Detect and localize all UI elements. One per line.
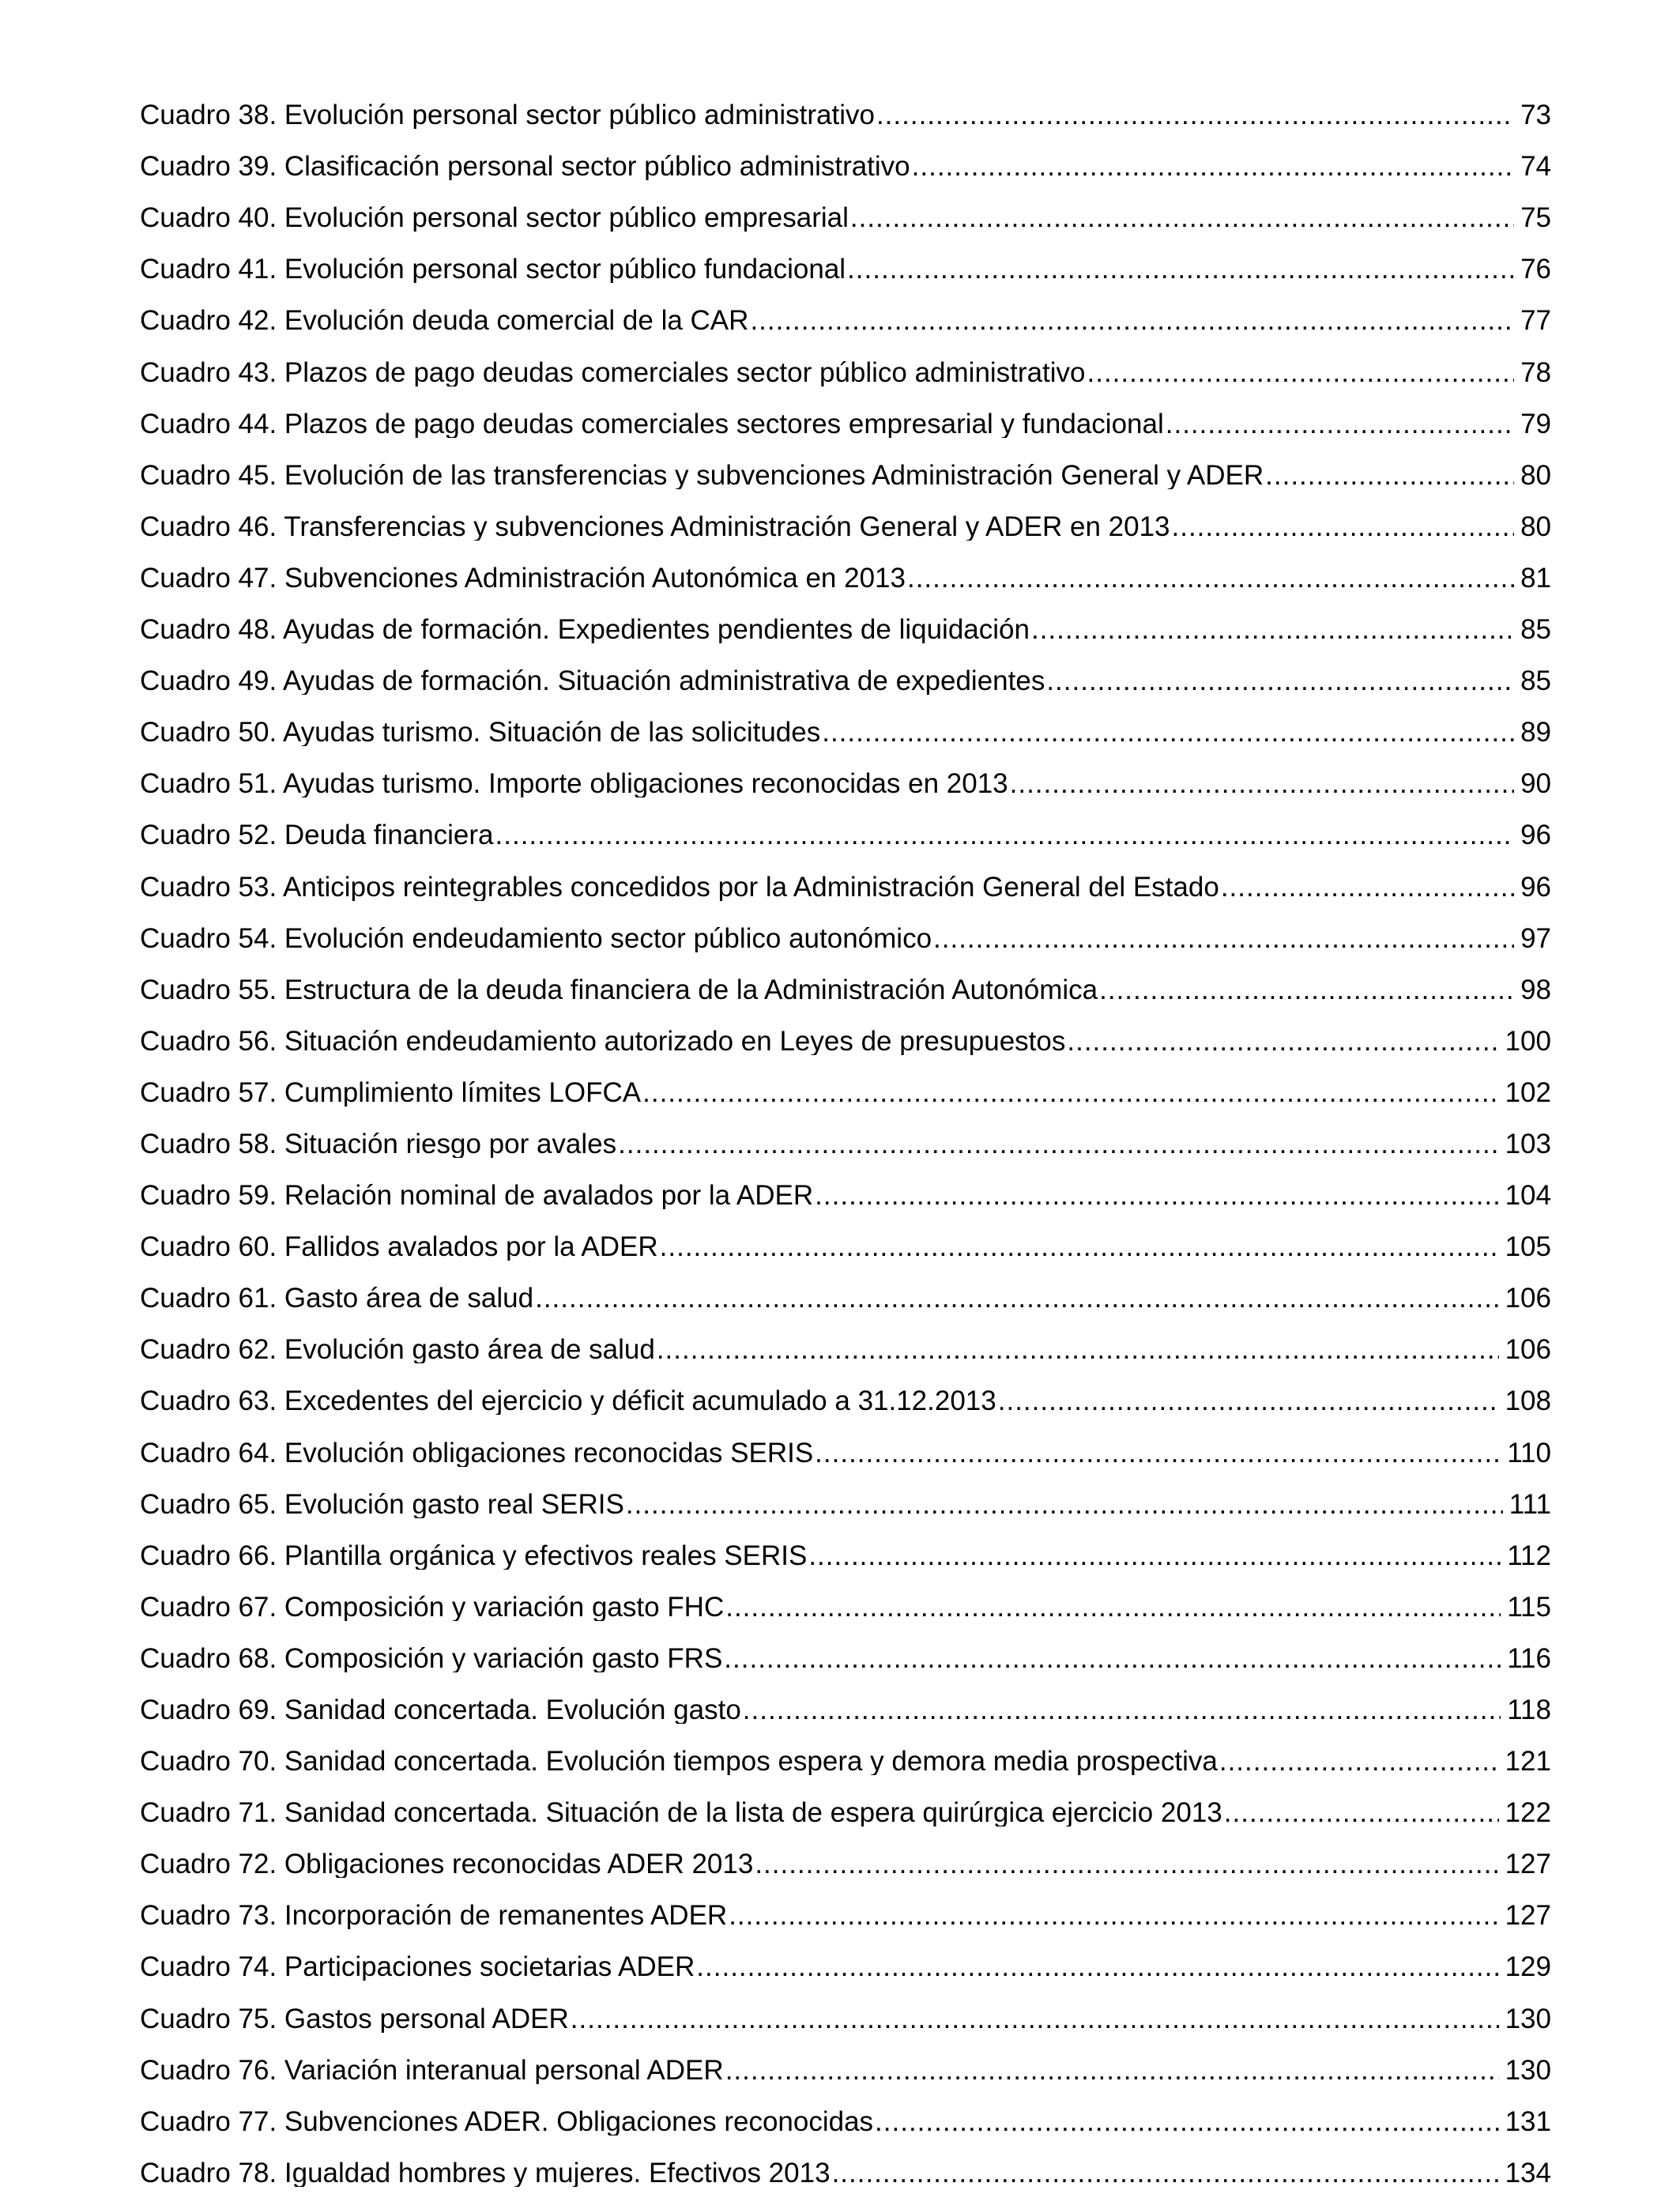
toc-entry[interactable] — [140, 849, 1551, 900]
toc-entry-page-number: 104 — [1505, 1180, 1551, 1210]
toc-entry[interactable] — [140, 541, 1551, 592]
toc-entry-page-number: 90 — [1520, 768, 1551, 798]
toc-entry-title: Cuadro 60. Fallidos avalados por la ADER — [140, 1231, 658, 1261]
toc-entry[interactable] — [140, 77, 1551, 129]
toc-entry-page-number: 74 — [1520, 151, 1551, 181]
toc-entry-title: Cuadro 53. Anticipos reintegrables concedidos por la Administración General del Estado — [140, 871, 1219, 901]
toc-dot-leader — [1067, 1027, 1498, 1055]
toc-dot-leader — [642, 1079, 1498, 1106]
toc-entry-title: Cuadro 43. Plazos de pago deudas comerciales sector público administrativo — [140, 356, 1086, 386]
toc-entry-page-number: 105 — [1505, 1231, 1551, 1261]
toc-entry-title: Cuadro 69. Sanidad concertada. Evolución gasto — [140, 1695, 741, 1724]
toc-dot-leader — [876, 101, 1514, 129]
toc-entry-page-number: 80 — [1520, 459, 1551, 489]
toc-entry[interactable] — [140, 1518, 1551, 1570]
toc-entry[interactable] — [140, 1415, 1551, 1466]
toc-entry-page-number: 112 — [1507, 1540, 1551, 1570]
table-of-tables — [140, 77, 1551, 2187]
toc-entry-page-number: 118 — [1507, 1695, 1551, 1724]
toc-entry-page-number: 127 — [1505, 1849, 1551, 1879]
toc-dot-leader — [729, 1902, 1498, 1929]
toc-entry-title: Cuadro 42. Evolución deuda comercial de la CAR — [140, 305, 749, 335]
toc-dot-leader — [495, 821, 1515, 849]
toc-entry[interactable] — [140, 901, 1551, 952]
toc-entry-page-number: 76 — [1520, 254, 1551, 284]
toc-dot-leader — [815, 1439, 1501, 1467]
toc-entry-title: Cuadro 78. Igualdad hombres y mujeres. Efectivos 2013 — [140, 2157, 831, 2187]
toc-entry-title: Cuadro 77. Subvenciones ADER. Obligaciones reconocidas — [140, 2105, 874, 2136]
toc-entry-page-number: 98 — [1520, 974, 1551, 1004]
toc-entry-page-number: 108 — [1505, 1385, 1551, 1416]
toc-entry[interactable] — [140, 592, 1551, 643]
toc-entry-title: Cuadro 40. Evolución personal sector público empresarial — [140, 202, 849, 232]
toc-dot-leader — [1010, 770, 1514, 797]
toc-entry-page-number: 127 — [1505, 1900, 1551, 1930]
toc-entry[interactable] — [140, 797, 1551, 849]
toc-entry-title: Cuadro 62. Evolución gasto área de salud — [140, 1334, 655, 1364]
toc-entry-page-number: 116 — [1507, 1642, 1551, 1672]
toc-entry[interactable] — [140, 2136, 1551, 2187]
toc-entry-page-number: 130 — [1505, 2054, 1551, 2084]
toc-entry[interactable] — [140, 438, 1551, 489]
toc-dot-leader — [724, 1645, 1501, 1672]
toc-entry-title: Cuadro 75. Gastos personal ADER — [140, 2003, 569, 2033]
toc-entry-title: Cuadro 59. Relación nominal de avalados por la ADER — [140, 1180, 814, 1210]
toc-entry-page-number: 96 — [1520, 871, 1551, 901]
toc-entry-page-number: 100 — [1505, 1025, 1551, 1055]
toc-entry-page-number: 102 — [1505, 1076, 1551, 1106]
toc-dot-leader — [1265, 462, 1514, 489]
toc-entry-title: Cuadro 68. Composición y variación gasto FRS — [140, 1642, 723, 1672]
toc-dot-leader — [743, 1696, 1501, 1724]
toc-dot-leader — [933, 925, 1514, 952]
toc-entry-title: Cuadro 55. Estructura de la deuda financiera de la Administración Autonómica — [140, 974, 1098, 1004]
toc-entry-page-number: 81 — [1520, 562, 1551, 592]
toc-entry-page-number: 121 — [1505, 1746, 1551, 1776]
toc-entry-page-number: 77 — [1520, 305, 1551, 335]
toc-dot-leader — [998, 1387, 1499, 1415]
toc-dot-leader — [1219, 1747, 1499, 1775]
toc-entry-page-number: 122 — [1505, 1797, 1551, 1827]
toc-entry-title: Cuadro 71. Sanidad concertada. Situación de la lista de espera quirúrgica ejercicio 2013 — [140, 1797, 1222, 1827]
toc-dot-leader — [618, 1130, 1498, 1158]
toc-entry-page-number: 130 — [1505, 2003, 1551, 2033]
toc-entry-page-number: 85 — [1520, 665, 1551, 696]
toc-entry[interactable] — [140, 1621, 1551, 1672]
toc-entry-page-number: 80 — [1520, 511, 1551, 541]
toc-entry[interactable] — [140, 1826, 1551, 1878]
toc-dot-leader — [907, 564, 1514, 592]
toc-dot-leader — [822, 718, 1514, 746]
toc-entry[interactable] — [140, 1570, 1551, 1621]
toc-dot-leader — [850, 204, 1514, 232]
toc-entry-title: Cuadro 50. Ayudas turismo. Situación de las solicitudes — [140, 717, 821, 747]
toc-entry-title: Cuadro 52. Deuda financiera — [140, 820, 494, 850]
toc-dot-leader — [1099, 976, 1514, 1004]
toc-entry[interactable] — [140, 2084, 1551, 2136]
toc-entry-title: Cuadro 66. Plantilla orgánica y efectivos reales SERIS — [140, 1540, 808, 1570]
toc-dot-leader — [1031, 616, 1514, 643]
toc-entry-page-number: 96 — [1520, 820, 1551, 850]
toc-entry-title: Cuadro 63. Excedentes del ejercicio y déficit acumulado a 31.12.2013 — [140, 1385, 996, 1416]
toc-entry-title: Cuadro 57. Cumplimiento límites LOFCA — [140, 1076, 642, 1106]
toc-entry-page-number: 89 — [1520, 717, 1551, 747]
toc-entry-page-number: 78 — [1520, 356, 1551, 386]
toc-entry[interactable] — [140, 952, 1551, 1004]
toc-entry-page-number: 85 — [1520, 614, 1551, 644]
toc-entry-page-number: 129 — [1505, 1951, 1551, 1981]
toc-entry[interactable] — [140, 1158, 1551, 1209]
toc-entry-title: Cuadro 76. Variación interanual personal ADER — [140, 2054, 724, 2084]
toc-entry-page-number: 73 — [1520, 100, 1551, 130]
toc-dot-leader — [571, 2005, 1499, 2033]
toc-dot-leader — [1166, 410, 1514, 438]
toc-entry-title: Cuadro 39. Clasificación personal sector público administrativo — [140, 151, 910, 181]
toc-entry-title: Cuadro 58. Situación riesgo por avales — [140, 1128, 617, 1158]
toc-entry-page-number: 134 — [1505, 2157, 1551, 2187]
toc-dot-leader — [535, 1284, 1498, 1312]
toc-entry[interactable] — [140, 2033, 1551, 2084]
toc-entry-page-number: 75 — [1520, 202, 1551, 232]
toc-entry-title: Cuadro 38. Evolución personal sector público administrativo — [140, 100, 875, 130]
toc-entry[interactable] — [140, 1467, 1551, 1518]
toc-entry[interactable] — [140, 1004, 1551, 1055]
toc-entry[interactable] — [140, 1724, 1551, 1775]
toc-entry[interactable] — [140, 180, 1551, 232]
toc-entry-page-number: 111 — [1509, 1488, 1551, 1518]
toc-entry[interactable] — [140, 695, 1551, 746]
toc-entry-page-number: 115 — [1507, 1591, 1551, 1621]
toc-entry[interactable] — [140, 1106, 1551, 1158]
toc-entry-title: Cuadro 54. Evolución endeudamiento sector público autonómico — [140, 922, 932, 952]
toc-entry-page-number: 79 — [1520, 408, 1551, 438]
toc-entry-title: Cuadro 45. Evolución de las transferencias y subvenciones Administración General y ADER — [140, 459, 1264, 489]
toc-dot-leader — [808, 1542, 1501, 1570]
toc-entry-title: Cuadro 67. Composición y variación gasto FHC — [140, 1591, 725, 1621]
toc-entry-title: Cuadro 46. Transferencias y subvenciones Administración General y ADER en 2013 — [140, 511, 1170, 541]
toc-entry[interactable] — [140, 1929, 1551, 1981]
toc-entry-title: Cuadro 70. Sanidad concertada. Evolución tiempos espera y demora media prospectiva — [140, 1746, 1218, 1776]
toc-entry-page-number: 103 — [1505, 1128, 1551, 1158]
toc-entry[interactable] — [140, 1363, 1551, 1415]
toc-dot-leader — [657, 1336, 1499, 1363]
toc-entry[interactable] — [140, 643, 1551, 695]
toc-entry-page-number: 97 — [1520, 922, 1551, 952]
toc-entry-title: Cuadro 56. Situación endeudamiento autorizado en Leyes de presupuestos — [140, 1025, 1066, 1055]
toc-entry-page-number: 106 — [1505, 1283, 1551, 1313]
toc-dot-leader — [755, 1850, 1498, 1878]
toc-entry[interactable] — [140, 1775, 1551, 1826]
toc-dot-leader — [1224, 1799, 1499, 1826]
toc-entry-title: Cuadro 73. Incorporación de remanentes ADER — [140, 1900, 728, 1930]
toc-dot-leader — [1172, 513, 1515, 541]
toc-dot-leader — [912, 153, 1514, 180]
toc-dot-leader — [832, 2159, 1499, 2187]
toc-entry[interactable] — [140, 283, 1551, 334]
toc-entry[interactable] — [140, 386, 1551, 438]
toc-dot-leader — [815, 1182, 1498, 1209]
toc-entry[interactable] — [140, 129, 1551, 180]
toc-entry[interactable] — [140, 1261, 1551, 1312]
toc-entry[interactable] — [140, 334, 1551, 386]
toc-entry[interactable] — [140, 489, 1551, 541]
toc-entry-title: Cuadro 72. Obligaciones reconocidas ADER 2013 — [140, 1849, 754, 1879]
toc-entry-title: Cuadro 41. Evolución personal sector público fundacional — [140, 254, 846, 284]
toc-entry[interactable] — [140, 1055, 1551, 1106]
toc-entry-title: Cuadro 64. Evolución obligaciones reconocidas SERIS — [140, 1437, 814, 1467]
toc-entry-title: Cuadro 44. Plazos de pago deudas comerciales sectores empresarial y fundacional — [140, 408, 1164, 438]
toc-entry-title: Cuadro 74. Participaciones societarias ADER — [140, 1951, 695, 1981]
toc-entry-title: Cuadro 47. Subvenciones Administración Autonómica en 2013 — [140, 562, 906, 592]
toc-dot-leader — [750, 307, 1514, 334]
toc-entry-page-number: 106 — [1505, 1334, 1551, 1364]
toc-entry[interactable] — [140, 232, 1551, 283]
toc-dot-leader — [1046, 667, 1514, 695]
toc-entry-title: Cuadro 51. Ayudas turismo. Importe obligaciones reconocidas en 2013 — [140, 768, 1008, 798]
toc-entry-page-number: 110 — [1507, 1437, 1551, 1467]
toc-entry[interactable] — [140, 1672, 1551, 1724]
toc-entry[interactable] — [140, 1312, 1551, 1363]
toc-dot-leader — [725, 2056, 1499, 2084]
toc-entry-title: Cuadro 48. Ayudas de formación. Expedientes pendientes de liquidación — [140, 614, 1030, 644]
toc-dot-leader — [1221, 873, 1514, 901]
toc-entry-title: Cuadro 49. Ayudas de formación. Situación administrativa de expedientes — [140, 665, 1045, 696]
toc-entry[interactable] — [140, 1878, 1551, 1929]
toc-dot-leader — [696, 1953, 1498, 1981]
toc-dot-leader — [1087, 359, 1515, 386]
toc-entry[interactable] — [140, 746, 1551, 797]
toc-dot-leader — [626, 1491, 1503, 1518]
toc-entry[interactable] — [140, 1981, 1551, 2032]
toc-entry[interactable] — [140, 1209, 1551, 1261]
toc-dot-leader — [725, 1593, 1501, 1621]
toc-dot-leader — [660, 1233, 1499, 1261]
toc-dot-leader — [875, 2108, 1499, 2136]
toc-entry-title: Cuadro 61. Gasto área de salud — [140, 1283, 534, 1313]
toc-entry-title: Cuadro 65. Evolución gasto real SERIS — [140, 1488, 624, 1518]
toc-dot-leader — [847, 255, 1514, 283]
toc-entry-page-number: 131 — [1505, 2105, 1551, 2136]
